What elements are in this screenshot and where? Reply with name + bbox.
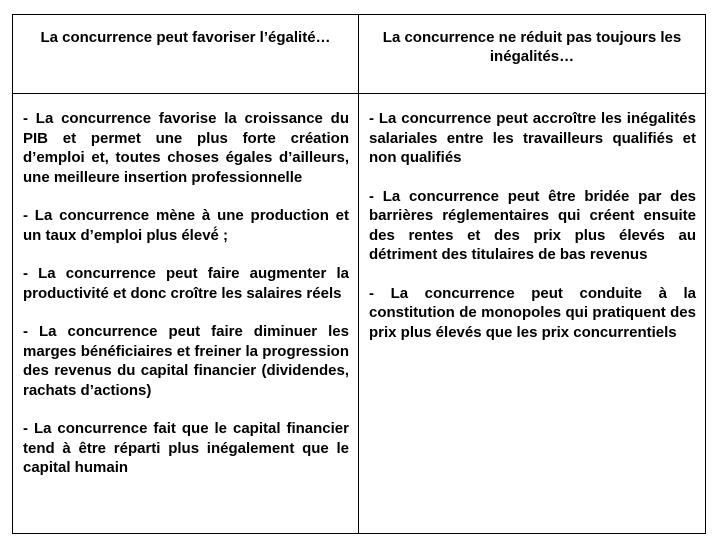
- table-cell-right-body: [359, 94, 705, 533]
- table-header-left: [13, 15, 359, 94]
- bullet-item: - La concurrence mène à une production et un taux d’emploi plus élevé́ ;: [23, 207, 349, 244]
- table-cell-left-body: [13, 94, 359, 533]
- bullet-item: - La concurrence peut faire diminuer les marges bénéficiaires et freiner la progression des revenus du capital financier (dividendes, rachats d’actions): [23, 323, 349, 399]
- bullet-item: - La concurrence favorise la croissance du PIB et permet une plus forte création d’emploi et, toutes choses égales d’ailleurs, une meilleure insertion professionnelle: [23, 110, 349, 186]
- bullet-item: - La concurrence fait que le capital financier tend à être réparti plus inégalement que le capital humain: [23, 420, 349, 476]
- bullet-item: - La concurrence peut accroître les inégalités salariales entre les travailleurs qualifiés et non qualifiés: [369, 110, 696, 166]
- comparison-table: [12, 14, 706, 534]
- bullet-item: - La concurrence peut conduite à la constitution de monopoles qui pratiquent des prix plus élevés que les prix concurrentiels: [369, 284, 696, 341]
- table-header-right: [359, 15, 705, 94]
- header-right-label: La concurrence ne réduit pas toujours les inégalités…: [382, 29, 682, 65]
- bullet-item: - La concurrence peut faire augmenter la productivité et donc croître les salaires réels: [23, 265, 349, 302]
- bullet-item: - La concurrence peut être bridée par des barrières réglementaires qui créent ensuite des rentes et des prix plus élevés au détriment des titulaires de bas revenus: [369, 187, 696, 263]
- header-left-label: La concurrence peut favoriser l’égalité…: [40, 29, 331, 46]
